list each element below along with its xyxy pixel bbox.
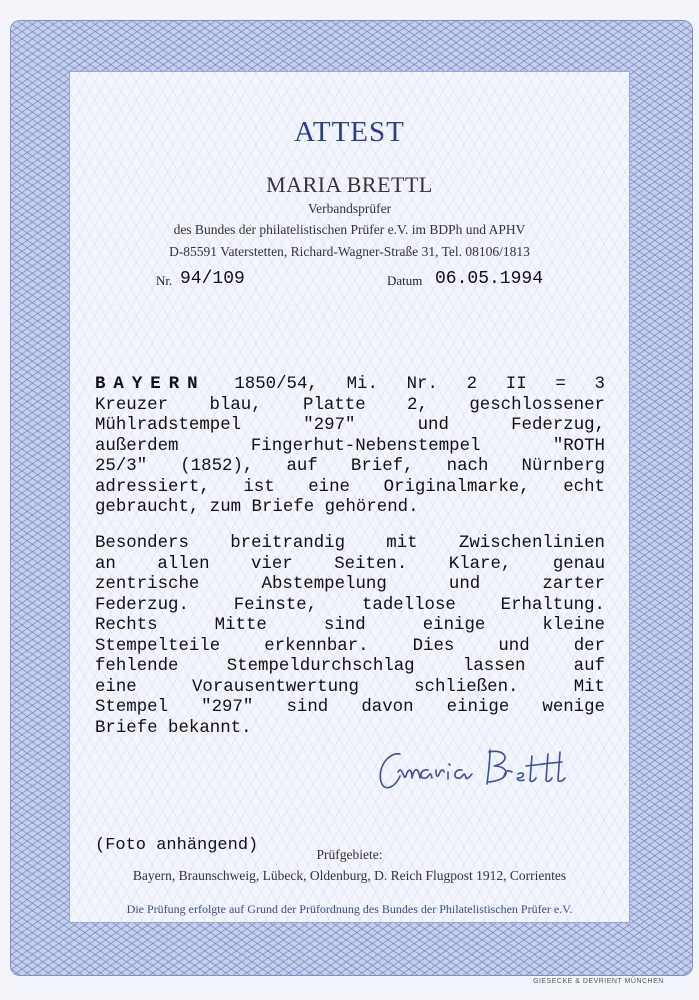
paragraph-line: eine Vorausentwertung schließen. Mit: [95, 677, 605, 697]
number-label: Nr.: [156, 273, 173, 288]
certificate-title: ATTEST: [294, 116, 405, 148]
pruefgebiete-label: Prüfgebiete:: [316, 847, 383, 862]
paragraph-line: Briefe bekannt.: [95, 718, 252, 738]
number-value: 94/109: [180, 269, 245, 289]
paragraph-line: adressiert, ist eine Originalmarke, echt: [95, 477, 605, 497]
examination-statement: Die Prüfung erfolgte auf Grund der Prüfordnung des Bundes der Philatelistischen Prüfer e.V.: [126, 902, 573, 916]
date-value: 06.05.1994: [435, 269, 544, 289]
pruefgebiete-list: Bayern, Braunschweig, Lübeck, Oldenburg, D. Reich Flugpost 1912, Corrientes: [132, 868, 567, 883]
paragraph-line: Federzug. Feinste, tadellose Erhaltung.: [95, 595, 605, 615]
country-lead: BAYERN: [95, 375, 206, 394]
description-paragraph: [95, 375, 605, 519]
paragraph-line: BAYERN 1850/54, Mi. Nr. 2 II = 3: [95, 375, 605, 394]
address-line: D-85591 Vaterstetten, Richard-Wagner-Straße 31, Tel. 08106/1813: [169, 244, 530, 259]
paragraph-line: zentrische Abstempelung und zarter: [95, 575, 605, 594]
examiner-role: Verbandsprüfer: [307, 201, 392, 216]
handwritten-signature: [372, 742, 587, 802]
association-line: des Bundes der philatelistischen Prüfer e.V. im BDPh und APHV: [173, 222, 526, 237]
paragraph-line: Kreuzer blau, Platte 2, geschlossener: [95, 395, 605, 415]
printer-imprint: GIESECKE & DEVRIENT MÜNCHEN: [533, 978, 664, 985]
date-label: Datum: [387, 273, 423, 288]
paragraph-line: außerdem Fingerhut-Nebenstempel "ROTH: [95, 436, 605, 456]
paragraph-line: Rechts Mitte sind einige kleine: [95, 616, 605, 635]
paragraph-line: Besonders breitrandig mit Zwischenlinien: [95, 534, 605, 553]
paragraph-line: Stempel "297" sind davon einige wenige: [95, 698, 605, 717]
paragraph-line: 25/3" (1852), auf Brief, nach Nürnberg: [95, 457, 605, 476]
paragraph-line: Stempelteile erkennbar. Dies und der: [95, 636, 605, 656]
condition-paragraph: [95, 534, 605, 739]
photo-note: (Foto anhängend): [95, 836, 259, 855]
paragraph-line: an allen vier Seiten. Klare, genau: [95, 554, 605, 574]
paragraph-line: fehlende Stempeldurchschlag lassen auf: [95, 657, 605, 676]
paragraph-line: gebraucht, zum Briefe gehörend.: [95, 498, 419, 517]
examiner-name: MARIA BRETTL: [266, 172, 433, 197]
paragraph-line: Mühlradstempel "297" und Federzug,: [95, 416, 605, 435]
